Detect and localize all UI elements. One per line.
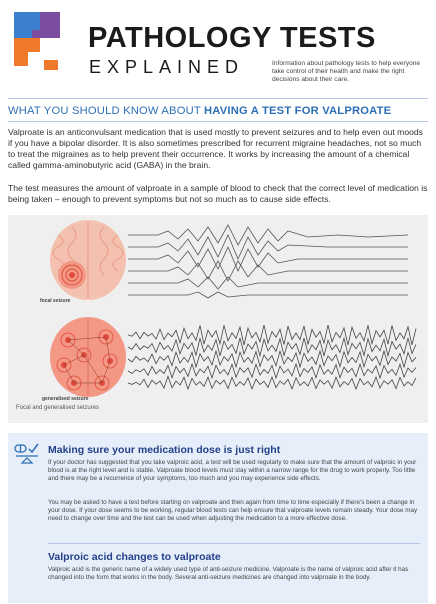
medication-dose-icon — [14, 441, 40, 465]
generalised-brain-icon — [50, 317, 126, 397]
generalised-wave-line — [128, 325, 416, 345]
section-heading-normal: WHAT YOU SHOULD KNOW ABOUT — [8, 105, 205, 117]
brand-title: PATHOLOGY TESTS — [88, 22, 376, 54]
valproic-paragraph: Valproic acid is the generic name of a widely used type of anti-seizure medicine. Valproate is the name of valproic acid after it has changed into the form that works in the body. Several anti-seizure medicines are changed into valproate in the body. — [48, 566, 409, 581]
box-separator — [48, 543, 420, 544]
focal-seizure-label: focal seizure — [40, 298, 71, 304]
focal-brain-icon — [50, 220, 126, 300]
illustration-caption: Focal and generalised seizures — [16, 405, 100, 411]
intro-paragraph-2: The test measures the amount of valproate in a sample of blood to check that the correct level of medication is being taken – enough to prevent symptoms but not so much as to cause side effects. — [8, 183, 428, 204]
valproic-heading: Valproic acid changes to valproate — [48, 551, 221, 563]
seizure-illustration — [8, 215, 428, 423]
section-divider — [8, 121, 428, 122]
seizure-illustration-graphic — [8, 215, 428, 423]
generalised-wave-line — [128, 376, 416, 389]
dose-heading: Making sure your medication dose is just right — [48, 444, 281, 456]
section-heading-bold: HAVING A TEST FOR VALPROATE — [204, 105, 392, 117]
pathology-logo-icon — [10, 8, 64, 74]
dose-paragraph-1: If your doctor has suggested that you take valproic acid, a test will be used regularly to make sure that the amount of valproic in your blood is at the right level and is stable. Valproate blood levels must stay within a narrow range for the drug to work properly. Too little and there may be a recurrence of your symptoms, too much and you may experience side effects. — [48, 459, 417, 482]
header-divider — [8, 98, 428, 99]
intro-paragraph-1: Valproate is an anticonvulsant medication that is used mostly to prevent seizures and to help even out moods if you have a bipolar disorder. It is also sometimes prescribed for recurrent migraine headaches, not so much to treat the migraines as to help prevent their occurrence. It works by increasing the amount of a chemical called gamma-aminobutyric acid (GABA) in the brain. — [8, 127, 423, 170]
brand-subtitle: EXPLAINED — [89, 57, 245, 77]
section-heading — [8, 105, 391, 117]
generalised-seizure-label: generalised seizure — [42, 396, 89, 402]
brand-tagline: Information about pathology tests to help everyone take control of their health and make the right decisions about their care. — [272, 60, 421, 84]
dose-paragraph-2: You may be asked to have a test before starting on valproate and then again from time to time especially if there's been a change in your dose. If your dose seems to be working, regular blood tests can help ensure that valproate levels remain steady. Your dose may need to change over time and the test can be used when adjusting the medication to a more effective dose. — [48, 499, 418, 522]
